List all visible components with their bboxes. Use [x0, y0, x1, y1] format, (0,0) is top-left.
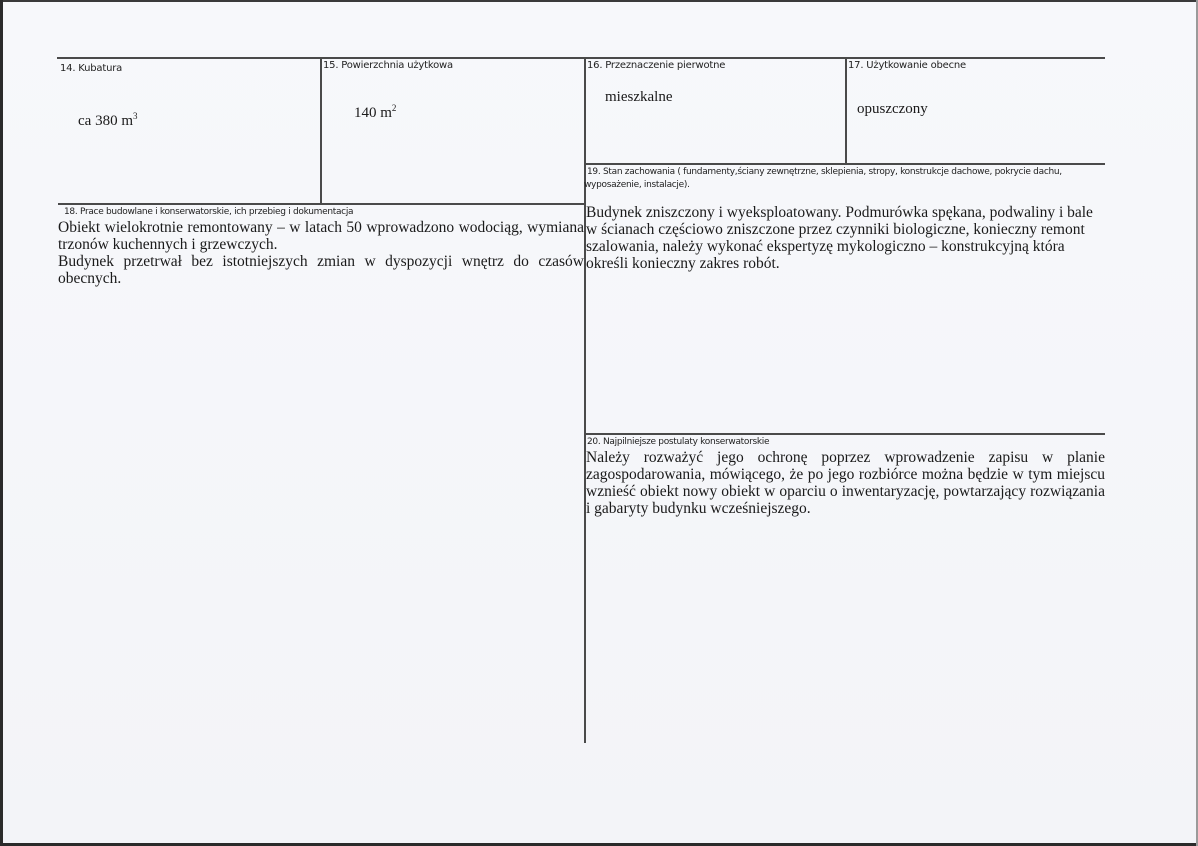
scan-edge-left — [0, 0, 3, 846]
field-14-value-exponent: 3 — [132, 111, 138, 121]
field-15-value-exponent: 2 — [391, 103, 397, 113]
field-18-label: 18. Prace budowlane i konserwatorskie, ich przebieg i dokumentacja — [64, 207, 354, 217]
scan-edge-top — [0, 0, 1198, 2]
field-14-value — [78, 111, 137, 130]
field-19-text: Budynek zniszczony i wyeksploatowany. Podmurówka spękana, podwaliny i bale w ścianach częściowo zniszczone przez czynniki biologiczne, konieczny remont szalowania, należy wykonać ekspertyzę mykologiczno – konstrukcyjną która określi konieczny zakres robót. — [586, 204, 1093, 272]
rule-20 — [584, 433, 1105, 435]
field-14-label: 14. Kubatura — [60, 63, 123, 74]
field-18-paragraph-2: Budynek przetrwał bez istotniejszych zmian w dyspozycji wnętrz do czasów obecnych. — [58, 253, 584, 287]
field-15-label: 15. Powierzchnia użytkowa — [323, 60, 453, 71]
field-19-label-line1: 19. Stan zachowania ( fundamenty,ściany zewnętrzne, sklepienia, stropy, konstrukcje dachowe, pokrycie dachu, — [587, 167, 1062, 177]
field-14-value-text: ca 380 m — [78, 113, 133, 129]
field-20-label: 20. Najpilniejsze postulaty konserwatorskie — [587, 437, 770, 447]
field-15-value — [354, 103, 396, 122]
field-20-text: Należy rozważyć jego ochronę poprzez wprowadzenie zapisu w planie zagospodarowania, mówiącego, że po jego rozbiórce można będzie w tym miejscu wznieść obiekt nowy obiekt w oparciu o inwentaryzację, powtarzający rozwiązania i gabaryty budynku wcześniejszego. — [586, 449, 1105, 517]
divider-16-17 — [845, 57, 847, 164]
main-column-divider — [584, 57, 586, 743]
field-18-paragraph-1: Obiekt wielokrotnie remontowany – w latach 50 wprowadzono wodociąg, wymiana trzonów kuchennych i grzewczych. — [58, 219, 584, 253]
top-rule — [57, 57, 1105, 59]
field-19-label-line2: wyposażenie, instalacje). — [584, 180, 690, 190]
rule-19 — [584, 163, 1105, 165]
field-16-value: mieszkalne — [605, 89, 673, 105]
field-18-text — [58, 219, 584, 287]
field-17-value: opuszczony — [857, 101, 928, 117]
field-17-label: 17. Użytkowanie obecne — [848, 60, 967, 71]
rule-18 — [58, 203, 586, 205]
field-15-value-text: 140 m — [354, 105, 392, 121]
field-16-label: 16. Przeznaczenie pierwotne — [587, 60, 726, 71]
divider-14-15 — [320, 57, 322, 204]
